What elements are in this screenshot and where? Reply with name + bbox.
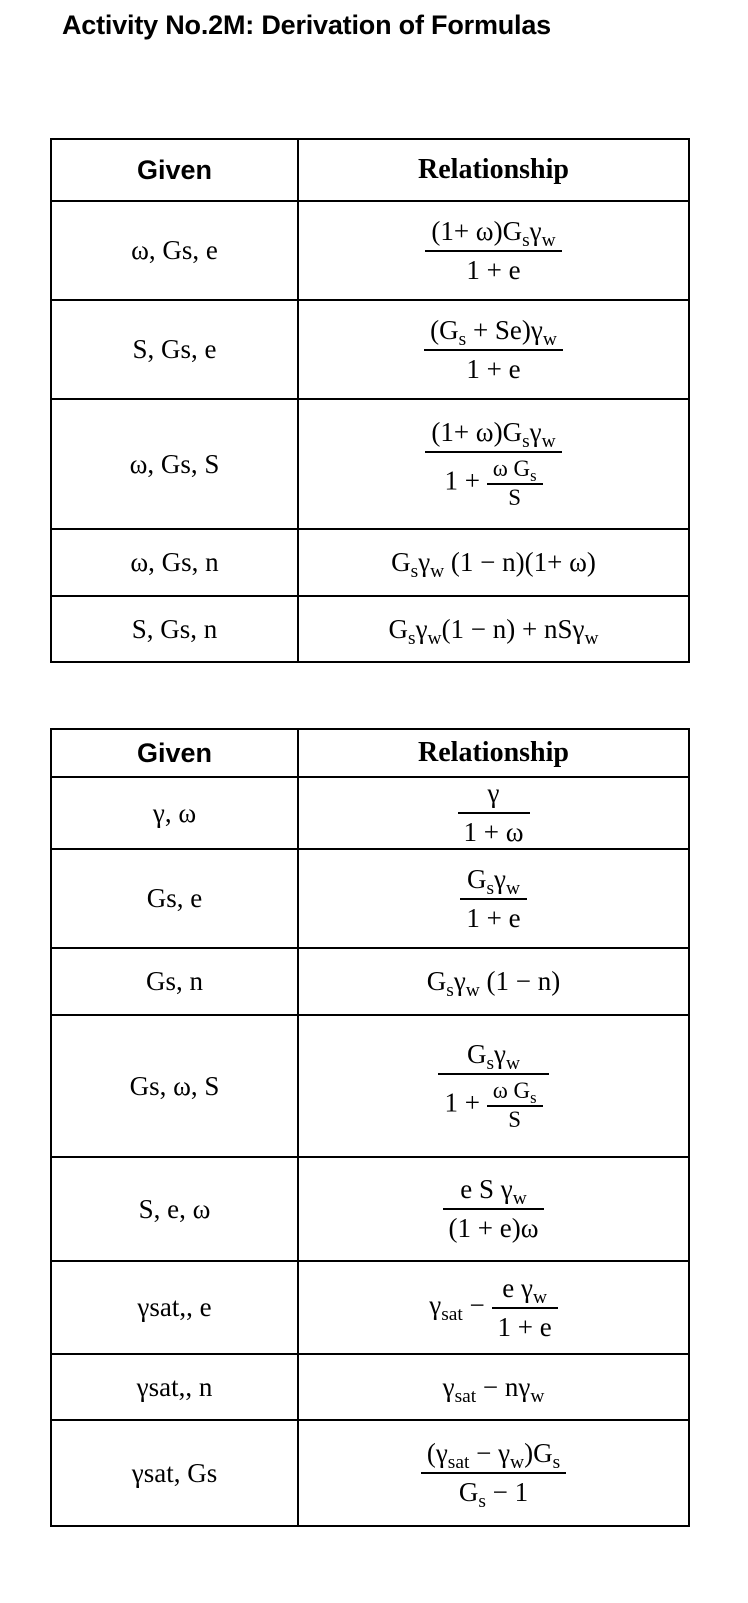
formula: $G_s\gamma_w$ (1 − n) <box>426 966 561 1001</box>
formula: $G_s\gamma_w(1 - n) + nS\gamma_w$ <box>388 613 599 649</box>
formula: $\frac{(1+ \omega)G_s\gamma_w}{1 + e}$ <box>425 216 561 286</box>
formula: $\frac{(\gamma_{sat} - \gamma_w)G_s}{G_s - 1}$ <box>421 1438 566 1508</box>
formula: $\frac{(G_s + Se)\gamma_w}{1 + e}$ <box>424 315 563 385</box>
given-cell: Gs, n <box>51 948 298 1015</box>
given-cell: γ, ω <box>51 777 298 849</box>
table-row <box>51 399 689 529</box>
given-cell: γsat,, e <box>51 1261 298 1354</box>
table-row <box>51 1261 689 1354</box>
given-cell: ω, Gs, S <box>51 399 298 529</box>
relationship-cell <box>298 849 689 948</box>
relationship-cell <box>298 300 689 399</box>
table-row <box>51 300 689 399</box>
table-row <box>51 1015 689 1157</box>
table-row <box>51 1354 689 1420</box>
table-row <box>51 948 689 1015</box>
table-row <box>51 849 689 948</box>
formula: $\gamma_{sat} - n\gamma_w$ <box>442 1371 545 1407</box>
relationship-cell <box>298 777 689 849</box>
table-row <box>51 596 689 662</box>
table-row <box>51 777 689 849</box>
relationship-cell <box>298 399 689 529</box>
relationship-cell <box>298 529 689 596</box>
header-given: Given <box>51 729 298 777</box>
header-given: Given <box>51 139 298 201</box>
relationship-cell <box>298 1015 689 1157</box>
formula: $\gamma_{sat}$ − $\frac{e \gamma_w}{1 + e}$ <box>429 1290 557 1320</box>
relationship-cell <box>298 1354 689 1420</box>
table-row <box>51 529 689 596</box>
formula: $(1+ \omega)G_s\gamma_w$ 1 + $\frac{\omega G_s}{S}$ <box>425 417 561 511</box>
table-row <box>51 1420 689 1526</box>
formula: $\frac{e S \gamma_w}{(1 + e)\omega}$ <box>443 1174 545 1244</box>
formula: $G_s\gamma_w$ 1 + $\frac{\omega G_s}{S}$ <box>438 1039 548 1133</box>
relationship-cell <box>298 596 689 662</box>
page-title: Activity No.2M: Derivation of Formulas <box>62 10 551 40</box>
relationship-table-2 <box>50 728 690 1527</box>
relationship-table-1 <box>50 138 690 663</box>
given-cell: ω, Gs, n <box>51 529 298 596</box>
table-header-row <box>51 139 689 201</box>
given-cell: S, Gs, n <box>51 596 298 662</box>
given-cell: γsat, Gs <box>51 1420 298 1526</box>
given-cell: S, Gs, e <box>51 300 298 399</box>
formula: $\frac{\gamma}{1 + \omega}$ <box>458 778 530 848</box>
formula: $G_s\gamma_w$ (1 − n)(1+ ω) <box>391 547 596 582</box>
given-cell: γsat,, n <box>51 1354 298 1420</box>
given-cell: ω, Gs, e <box>51 201 298 300</box>
given-cell: Gs, e <box>51 849 298 948</box>
given-cell: Gs, ω, S <box>51 1015 298 1157</box>
formula: $\frac{G_s\gamma_w}{1 + e}$ <box>460 864 526 934</box>
relationship-cell <box>298 1157 689 1261</box>
table-row <box>51 201 689 300</box>
relationship-cell <box>298 1261 689 1354</box>
relationship-cell <box>298 1420 689 1526</box>
given-cell: S, e, ω <box>51 1157 298 1261</box>
table-header-row <box>51 729 689 777</box>
relationship-cell <box>298 201 689 300</box>
relationship-cell <box>298 948 689 1015</box>
table-row <box>51 1157 689 1261</box>
header-relationship: Relationship <box>298 139 689 201</box>
header-relationship: Relationship <box>298 729 689 777</box>
